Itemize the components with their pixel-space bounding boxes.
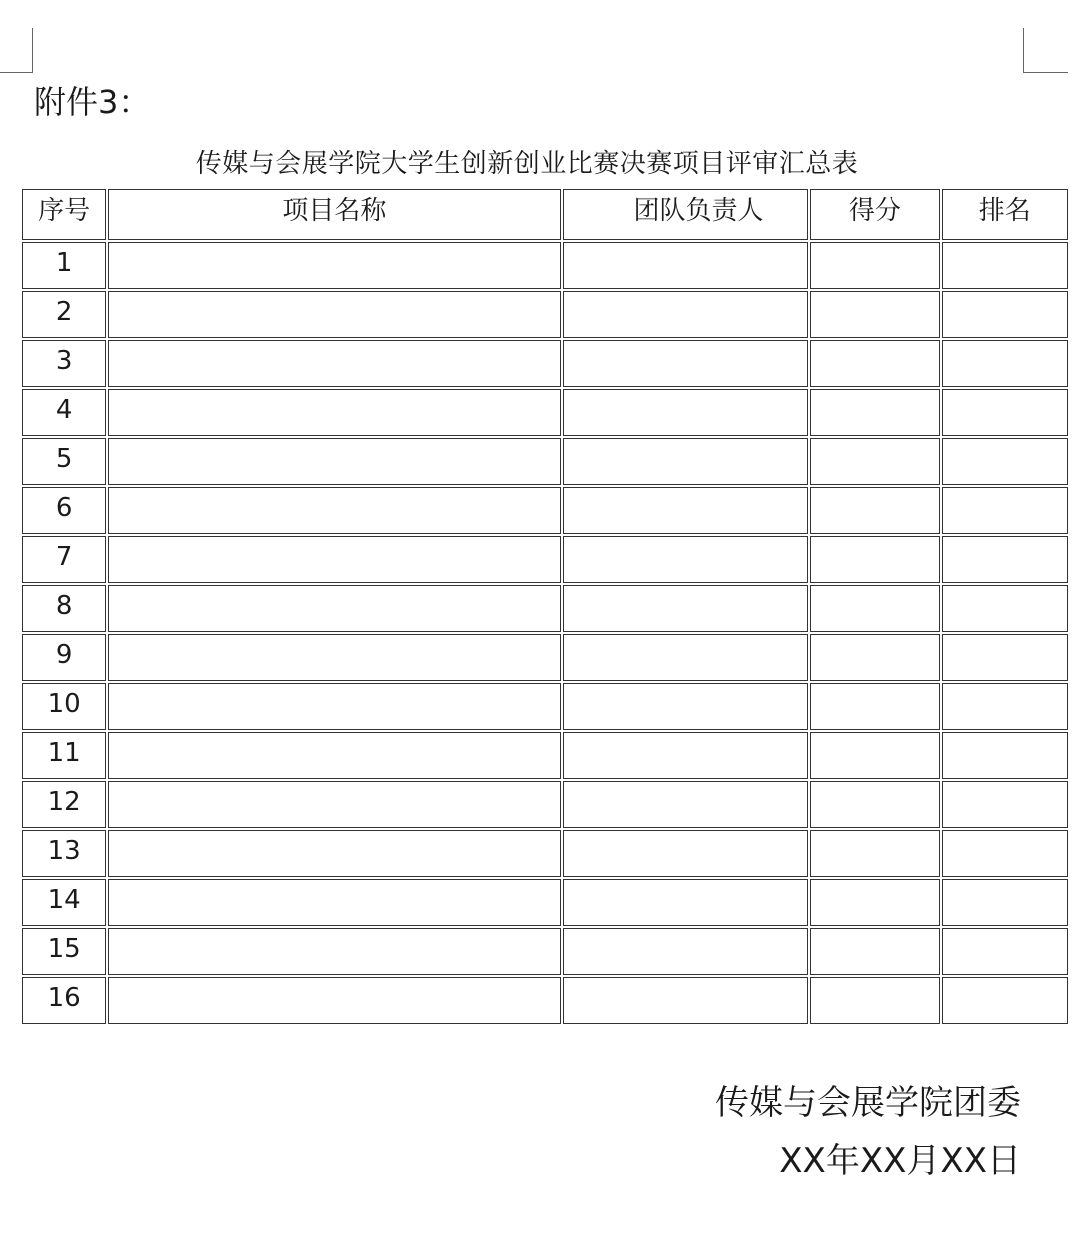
cell-index: 14	[22, 879, 106, 926]
cell-score	[810, 928, 939, 975]
table-row	[22, 928, 1068, 975]
cell-team-leader	[563, 634, 809, 681]
cell-score	[810, 389, 939, 436]
cell-team-leader	[563, 732, 809, 779]
cell-index: 3	[22, 340, 106, 387]
header-score: 得分	[810, 189, 939, 240]
cell-index: 6	[22, 487, 106, 534]
cell-team-leader	[563, 585, 809, 632]
cell-score	[810, 781, 939, 828]
cell-index: 9	[22, 634, 106, 681]
cell-index: 5	[22, 438, 106, 485]
cell-rank	[942, 487, 1068, 534]
cell-project-name	[108, 585, 560, 632]
table-body	[22, 242, 1068, 1024]
table-row	[22, 242, 1068, 289]
cell-project-name	[108, 928, 560, 975]
cell-score	[810, 830, 939, 877]
cell-project-name	[108, 340, 560, 387]
cell-project-name	[108, 781, 560, 828]
cell-team-leader	[563, 438, 809, 485]
header-project-name: 项目名称	[108, 189, 560, 240]
cell-team-leader	[563, 291, 809, 338]
cell-team-leader	[563, 928, 809, 975]
cell-rank	[942, 438, 1068, 485]
table-row	[22, 487, 1068, 534]
cell-project-name	[108, 683, 560, 730]
table-row	[22, 683, 1068, 730]
cell-project-name	[108, 634, 560, 681]
cell-project-name	[108, 830, 560, 877]
cell-index: 13	[22, 830, 106, 877]
cell-score	[810, 634, 939, 681]
issuer-name: 传媒与会展学院团委	[715, 1083, 1021, 1123]
cell-score	[810, 438, 939, 485]
cell-project-name	[108, 732, 560, 779]
page-corner-mark-top-left	[0, 28, 33, 73]
cell-project-name	[108, 242, 560, 289]
cell-team-leader	[563, 977, 809, 1024]
table-row	[22, 977, 1068, 1024]
cell-index: 1	[22, 242, 106, 289]
cell-rank	[942, 781, 1068, 828]
cell-project-name	[108, 487, 560, 534]
cell-rank	[942, 879, 1068, 926]
cell-rank	[942, 683, 1068, 730]
cell-rank	[942, 977, 1068, 1024]
header-team-leader: 团队负责人	[563, 189, 809, 240]
cell-team-leader	[563, 830, 809, 877]
table-header-row	[22, 189, 1068, 240]
cell-rank	[942, 389, 1068, 436]
cell-score	[810, 242, 939, 289]
cell-project-name	[108, 879, 560, 926]
header-rank: 排名	[942, 189, 1068, 240]
cell-rank	[942, 291, 1068, 338]
cell-rank	[942, 585, 1068, 632]
issue-date: XX年XX月XX日	[779, 1141, 1021, 1181]
cell-score	[810, 585, 939, 632]
cell-index: 12	[22, 781, 106, 828]
cell-project-name	[108, 977, 560, 1024]
cell-score	[810, 732, 939, 779]
table-row	[22, 438, 1068, 485]
cell-index: 11	[22, 732, 106, 779]
cell-rank	[942, 928, 1068, 975]
cell-score	[810, 879, 939, 926]
attachment-label: 附件3：	[34, 83, 151, 121]
cell-project-name	[108, 389, 560, 436]
cell-team-leader	[563, 389, 809, 436]
cell-score	[810, 536, 939, 583]
cell-score	[810, 340, 939, 387]
header-index: 序号	[22, 189, 106, 240]
review-summary-table	[20, 187, 1070, 1026]
cell-score	[810, 487, 939, 534]
table-row	[22, 536, 1068, 583]
table-row	[22, 585, 1068, 632]
cell-project-name	[108, 291, 560, 338]
table-row	[22, 389, 1068, 436]
table-row	[22, 291, 1068, 338]
table-row	[22, 830, 1068, 877]
cell-rank	[942, 340, 1068, 387]
cell-team-leader	[563, 781, 809, 828]
table-row	[22, 340, 1068, 387]
cell-rank	[942, 634, 1068, 681]
cell-score	[810, 977, 939, 1024]
cell-project-name	[108, 438, 560, 485]
cell-score	[810, 683, 939, 730]
table-title: 传媒与会展学院大学生创新创业比赛决赛项目评审汇总表	[195, 149, 859, 179]
cell-team-leader	[563, 879, 809, 926]
cell-team-leader	[563, 340, 809, 387]
cell-index: 2	[22, 291, 106, 338]
cell-index: 15	[22, 928, 106, 975]
cell-rank	[942, 242, 1068, 289]
cell-rank	[942, 732, 1068, 779]
table-row	[22, 879, 1068, 926]
table-row	[22, 781, 1068, 828]
cell-index: 10	[22, 683, 106, 730]
cell-index: 8	[22, 585, 106, 632]
cell-project-name	[108, 536, 560, 583]
table-row	[22, 732, 1068, 779]
cell-index: 16	[22, 977, 106, 1024]
cell-rank	[942, 830, 1068, 877]
cell-index: 4	[22, 389, 106, 436]
cell-score	[810, 291, 939, 338]
cell-index: 7	[22, 536, 106, 583]
cell-team-leader	[563, 487, 809, 534]
cell-team-leader	[563, 536, 809, 583]
cell-team-leader	[563, 242, 809, 289]
cell-team-leader	[563, 683, 809, 730]
page-corner-mark-top-right	[1023, 28, 1068, 73]
cell-rank	[942, 536, 1068, 583]
table-row	[22, 634, 1068, 681]
